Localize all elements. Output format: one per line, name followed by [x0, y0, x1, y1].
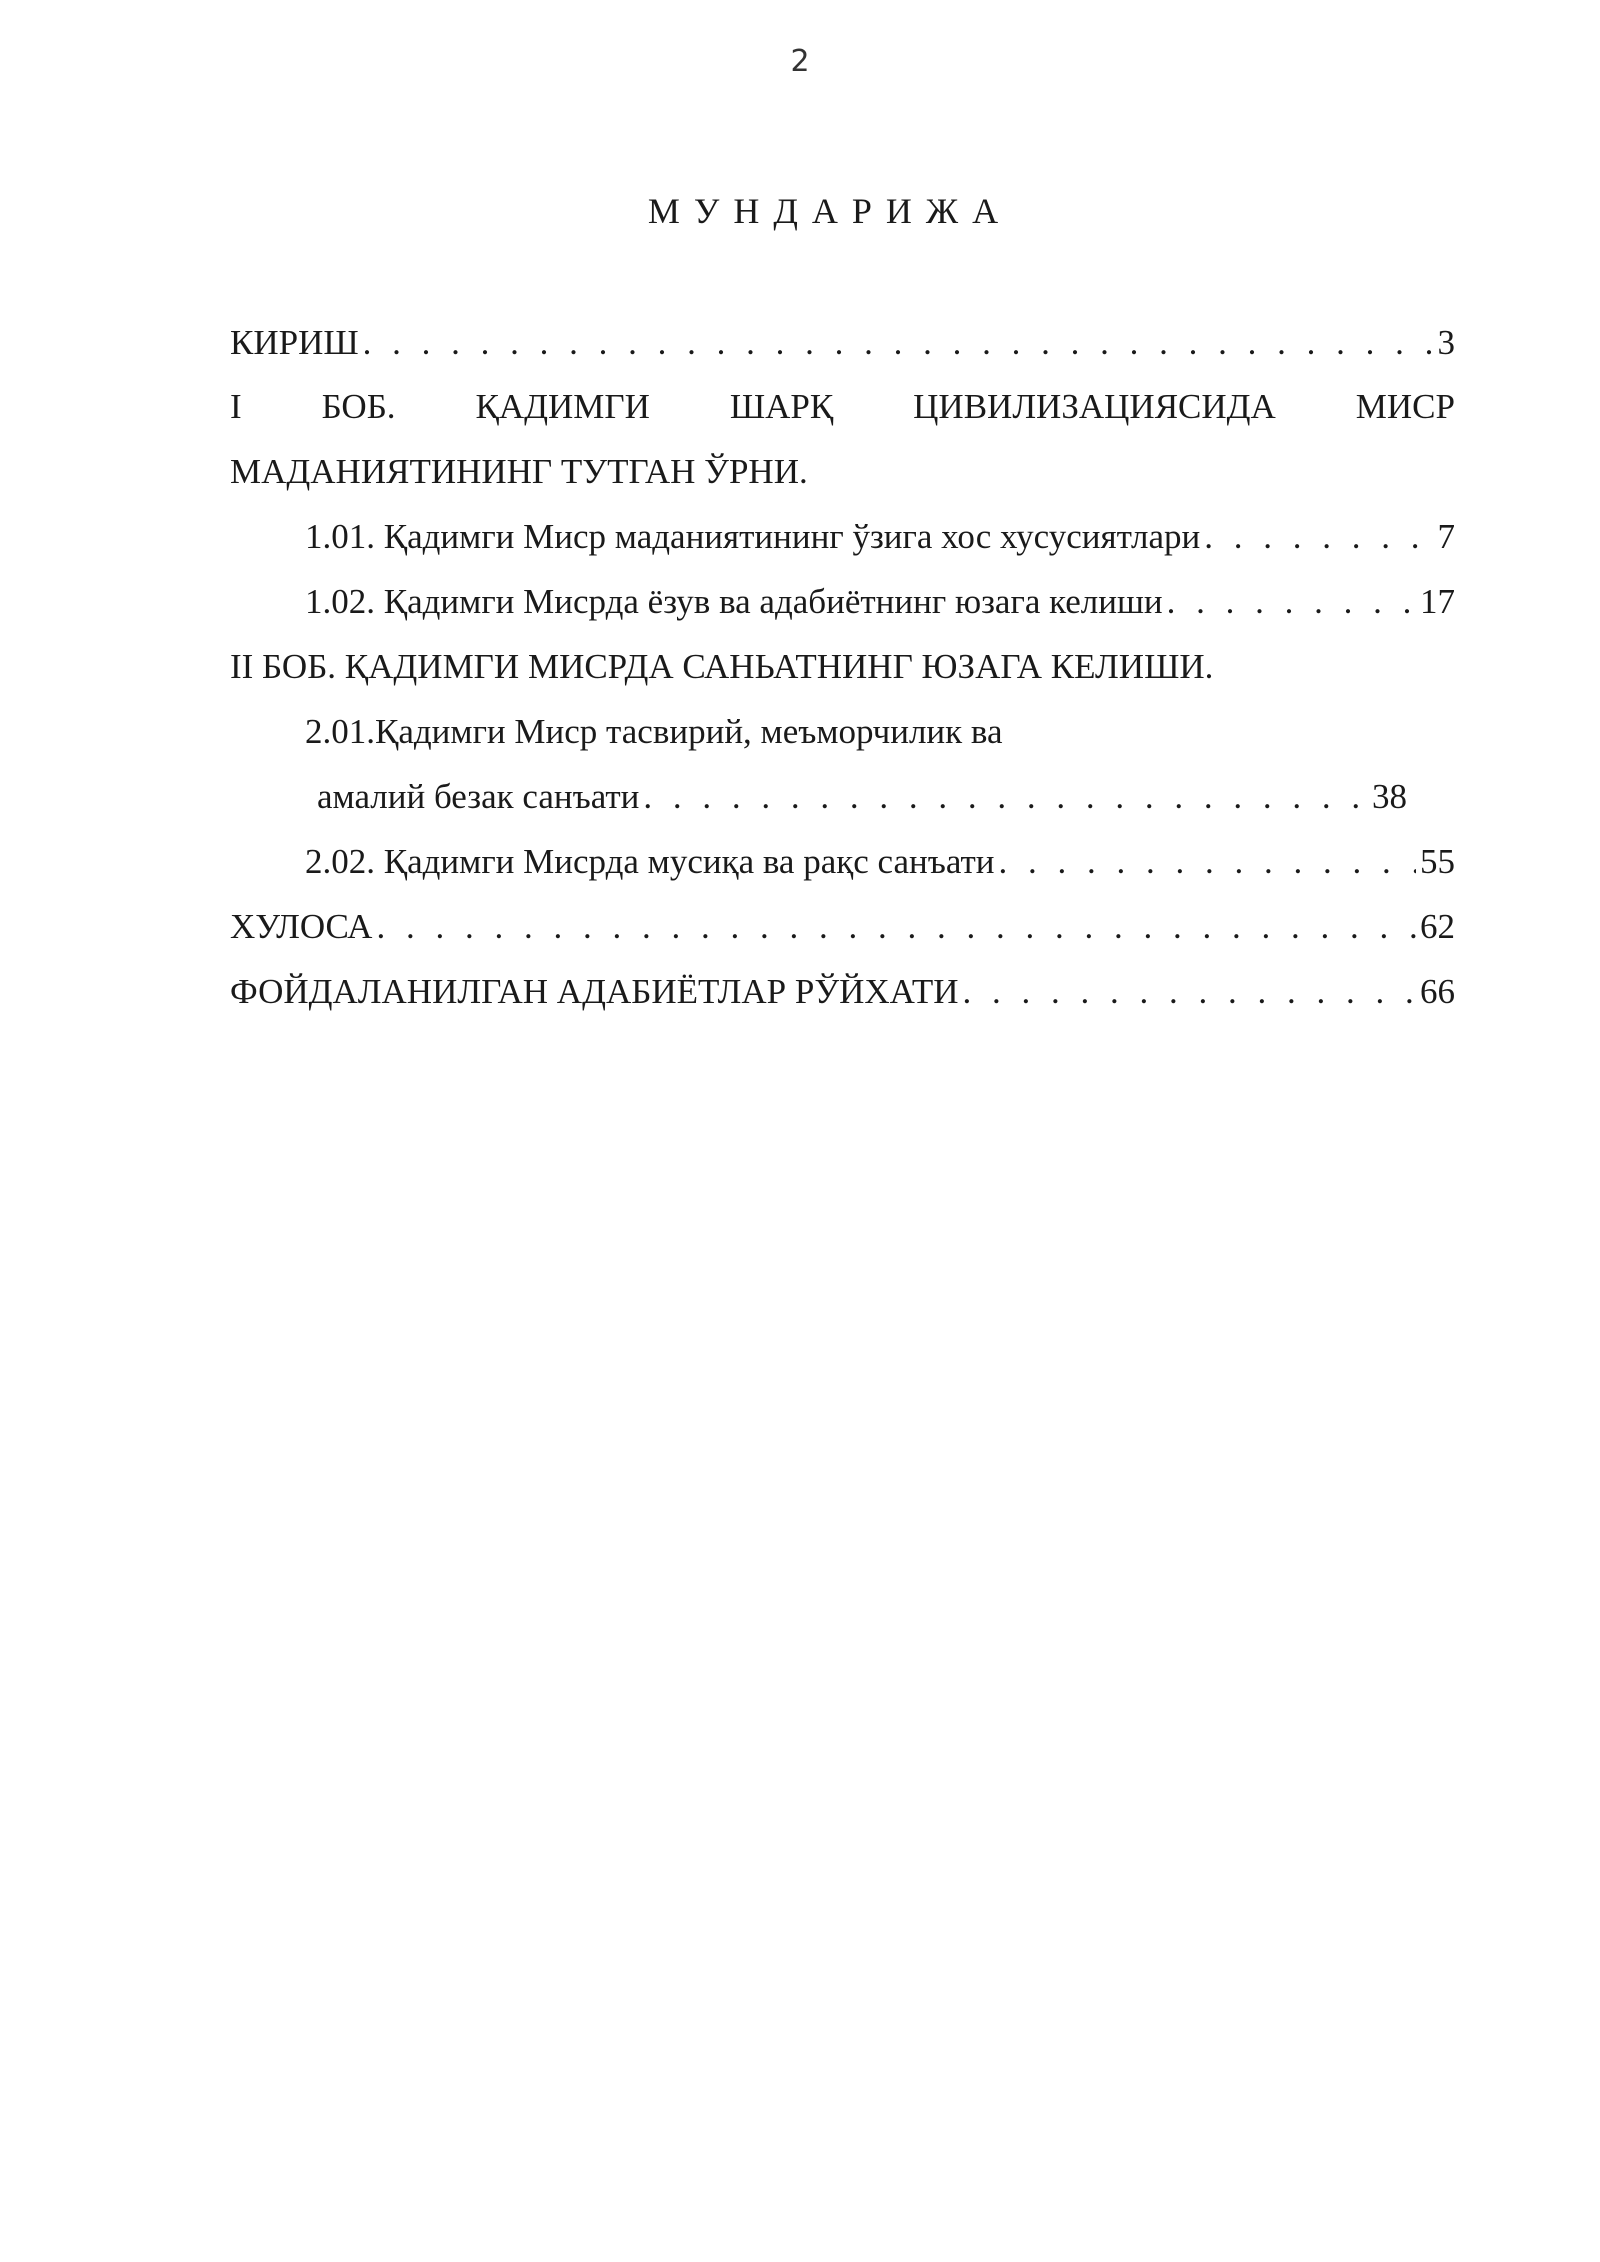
toc-entry-2-02[interactable]	[305, 839, 1455, 885]
toc-entry-chapter1-line1[interactable]	[230, 384, 1455, 430]
toc-entry-text: МАДАНИЯТИНИНГ ТУТГАН ЎРНИ.	[230, 452, 808, 491]
toc-entry-1-01[interactable]	[305, 514, 1455, 560]
toc-entry-page: 7	[1437, 517, 1455, 556]
toc-word: МИСР	[1355, 387, 1455, 426]
dot-leader	[1167, 579, 1416, 625]
dot-leader	[363, 320, 1434, 366]
toc-entry-2-01-line1[interactable]	[305, 709, 1455, 755]
dot-leader	[963, 969, 1416, 1015]
toc-entry-page: 55	[1420, 842, 1455, 881]
toc-title: МУНДАРИЖА	[647, 191, 1013, 231]
toc-entry-text: 1.01. Қадимги Миср маданиятининг ўзига хос хусусиятлари	[305, 517, 1201, 556]
toc-word: БОБ.	[321, 387, 396, 426]
page-number: 2	[790, 44, 810, 79]
toc-entry-text: ФОЙДАЛАНИЛГАН АДАБИЁТЛАР РЎЙХАТИ	[230, 972, 959, 1011]
toc-entry-page: 62	[1420, 907, 1455, 946]
dot-leader	[999, 839, 1416, 885]
toc-entry-text: КИРИШ	[230, 323, 359, 362]
toc-entry-page: 17	[1420, 582, 1455, 621]
toc-entry-text: амалий безак санъати	[317, 777, 640, 816]
toc-entry-page: 66	[1420, 972, 1455, 1011]
toc-word: ЦИВИЛИЗАЦИЯСИДА	[913, 387, 1276, 426]
toc-entry-1-02[interactable]	[305, 579, 1455, 625]
toc-word: ҚАДИМГИ	[475, 387, 650, 426]
toc-entry-page: 3	[1437, 323, 1455, 362]
dot-leader	[1204, 514, 1433, 560]
dot-leader	[376, 904, 1416, 950]
toc-entry-references[interactable]	[230, 969, 1455, 1015]
toc-entry-chapter1-line2[interactable]	[230, 449, 1455, 495]
dot-leader	[643, 774, 1368, 820]
toc-entry-text: 2.01.Қадимги Миср тасвирий, меъморчилик ва	[305, 712, 1003, 751]
toc-entry-2-01-line2[interactable]	[317, 774, 1407, 820]
toc-word: I	[230, 387, 242, 426]
toc-word: ШАРҚ	[729, 387, 834, 426]
toc-entry-text: II БОБ. ҚАДИМГИ МИСРДА САНЬАТНИНГ ЮЗАГА КЕЛИШИ.	[230, 647, 1214, 686]
toc-entry-text: 1.02. Қадимги Мисрда ёзув ва адабиётнинг юзага келиши	[305, 582, 1163, 621]
toc-entry-intro[interactable]	[230, 320, 1455, 366]
toc-entry-chapter2[interactable]	[230, 644, 1455, 690]
toc-entry-text: ХУЛОСА	[230, 907, 373, 946]
toc-entry-text: 2.02. Қадимги Мисрда мусиқа ва рақс санъати	[305, 842, 995, 881]
toc-entry-conclusion[interactable]	[230, 904, 1455, 950]
toc-entry-page: 38	[1372, 777, 1407, 816]
